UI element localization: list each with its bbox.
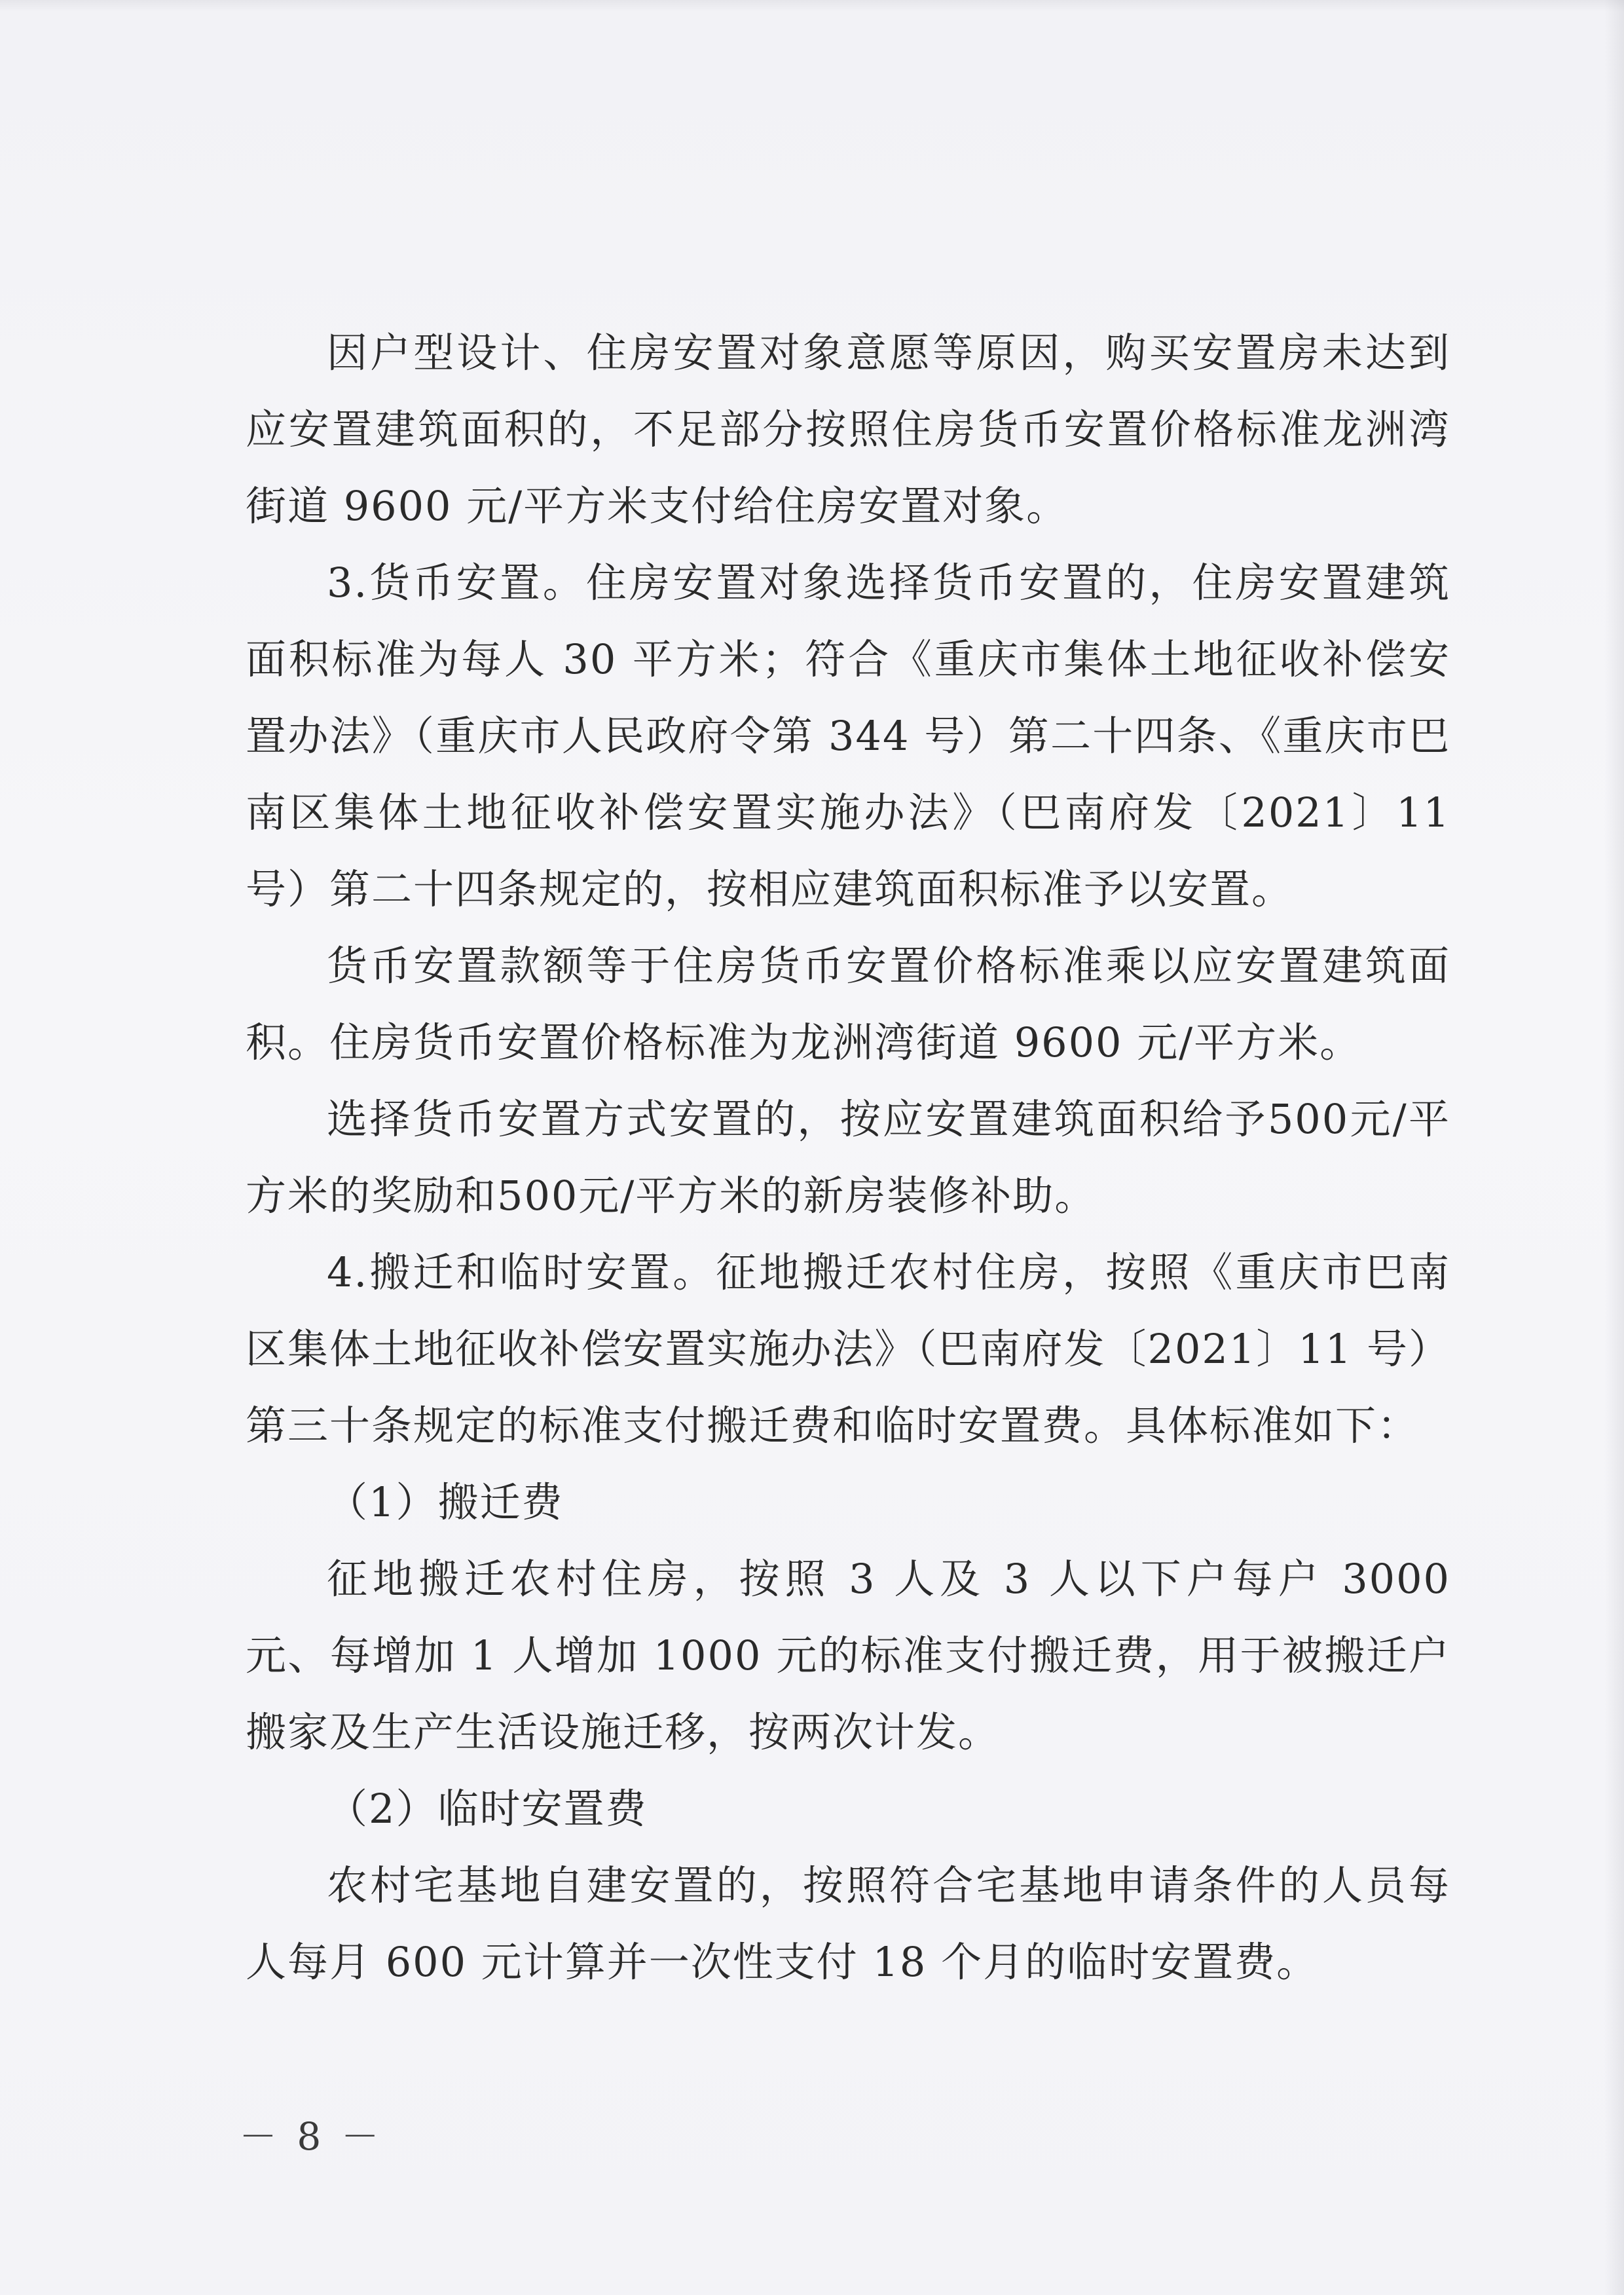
paragraph-relocation-fee: 征地搬迁农村住房，按照 3 人及 3 人以下户每户 3000 元、每增加 1 人增加 1000 元的标准支付搬迁费，用于被搬迁户搬家及生产生活设施迁移，按两次计发。 [246,1555,1450,1756]
section-temporary-fee-heading: （2）临时安置费 [327,1785,648,1833]
scan-edge-right [1604,0,1624,2295]
paragraph-monetary-resettlement: 3.货币安置。住房安置对象选择货币安置的，住房安置建筑面积标准为每人 30 平方米；符合《重庆市集体土地征收补偿安置办法》（重庆市人民政府令第 344 号）第二十四条、《重庆市巴南区集体土地征收补偿安置实施办法》（巴南府发〔2021〕11 号）第二十四条规定的，按相应建筑面积标准予以安置。 [246,559,1450,913]
paragraph-purchase-shortfall: 因户型设计、住房安置对象意愿等原因，购买安置房未达到应安置建筑面积的，不足部分按照住房货币安置价格标准龙洲湾街道 9600 元/平方米支付给住房安置对象。 [246,329,1450,530]
page-number: － 8 － [239,2114,383,2159]
section-relocation-fee-heading: （1）搬迁费 [327,1478,564,1526]
paragraph-relocation-temporary: 4.搬迁和临时安置。征地搬迁农村住房，按照《重庆市巴南区集体土地征收补偿安置实施办法》（巴南府发〔2021〕11 号）第三十条规定的标准支付搬迁费和临时安置费。具体标准如下： [246,1248,1450,1449]
scan-edge-top [0,0,1624,12]
paragraph-monetary-amount: 货币安置款额等于住房货币安置价格标准乘以应安置建筑面积。住房货币安置价格标准为龙洲湾街道 9600 元/平方米。 [246,942,1450,1066]
paragraph-temporary-fee: 农村宅基地自建安置的，按照符合宅基地申请条件的人员每人每月 600 元计算并一次性支付 18 个月的临时安置费。 [246,1861,1450,1986]
paragraph-monetary-reward: 选择货币安置方式安置的，按应安置建筑面积给予500元/平方米的奖励和500元/平方米的新房装修补助。 [246,1095,1450,1220]
document-body [246,314,1450,2000]
